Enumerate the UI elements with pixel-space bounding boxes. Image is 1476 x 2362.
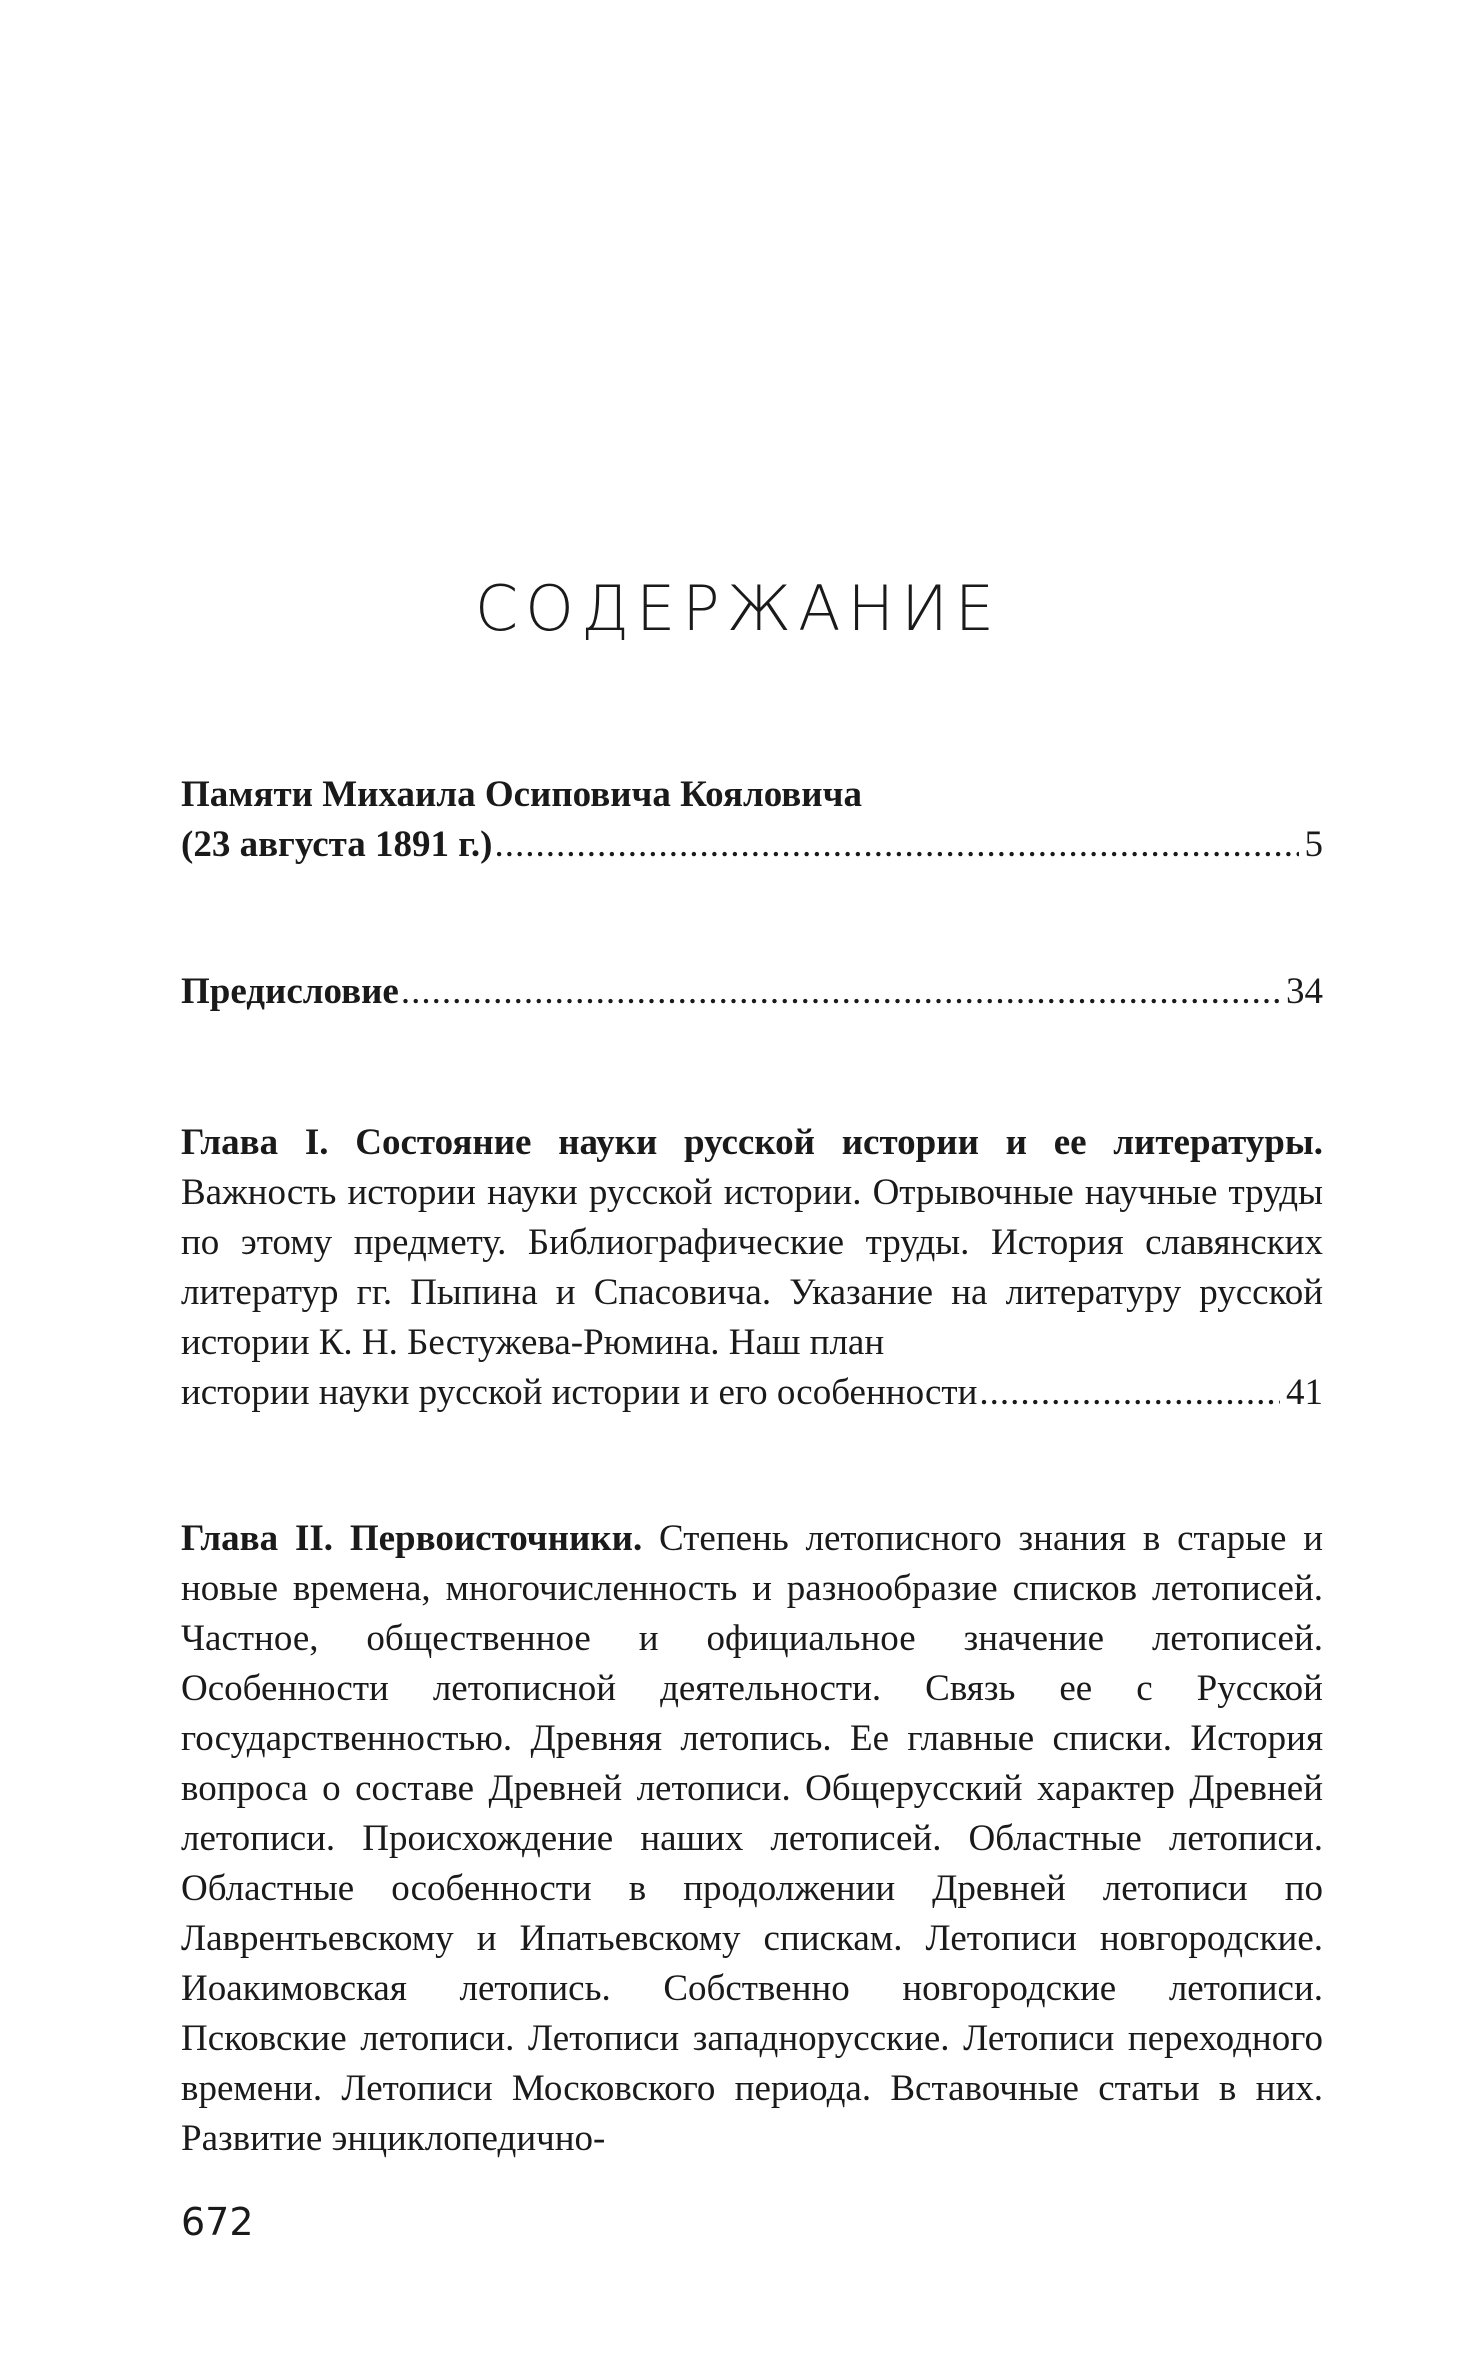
page-number: 672 [181,2200,254,2244]
toc-entry-page: 34 [1286,971,1323,1012]
toc-entry-text [181,1118,1323,1368]
toc-entry-page: 5 [1304,824,1323,865]
toc-entry-text [181,1514,1323,2164]
toc-entry-chapter-1 [181,1118,1323,1418]
toc-entry-leader [181,820,1323,870]
toc-entry-chapter-2 [181,1514,1323,2164]
toc-entry-page: 41 [1286,1372,1323,1413]
chapter-description: Степень летописного знания в старые и новые времена, многочисленность и разнообразие списков летописей. Частное, общественное и официальное значение летописей. Особенности летописной деятельности. Связь ее с Русской государственностью. Древняя летопись. Ее главные списки. История вопроса о составе Древней летописи. Общерусский характер Древней летописи. Происхождение наших летописей. Областные летописи. Областные особенности в продолжении Древней летописи по Лаврентьевскому и Ипатьевскому спискам. Летописи новгородские. Иоакимовская летопись. Собственно новгородские летописи. Псковские летописи. Летописи западнорусские. Летописи переходного времени. Летописи Московского периода. Вставочные статьи в них. Развитие энциклопедично- [181,1518,1323,2159]
page-title: СОДЕРЖАНИЕ [474,572,1002,645]
toc-entry-leader [181,967,1323,1017]
dot-leader [494,820,1298,870]
chapter-heading: Глава II. Первоисточники. [181,1518,643,1559]
toc-entry-leader [181,1368,1323,1418]
dot-leader [401,967,1280,1017]
toc-entry-title: Предисловие [181,971,399,1012]
toc-entry-preface [181,967,1323,1017]
chapter-heading: Глава I. Состояние науки русской истории и ее литературы. [181,1122,1323,1163]
dot-leader [979,1368,1280,1418]
toc-entry-title-line1: Памяти Михаила Осиповича Кояловича [181,774,862,815]
chapter-description-last-line: истории науки русской истории и его особенности [181,1372,978,1413]
toc-entry-memorial [181,770,1323,870]
toc-entry-title-line2: (23 августа 1891 г.) [181,824,493,865]
chapter-description: Важность истории науки русской истории. Отрывочные научные труды по этому предмету. Библиографические труды. История славянских литератур гг. Пыпина и Спасовича. Указание на литературу русской истории К. Н. Бестужева-Рюмина. Наш план [181,1172,1323,1363]
